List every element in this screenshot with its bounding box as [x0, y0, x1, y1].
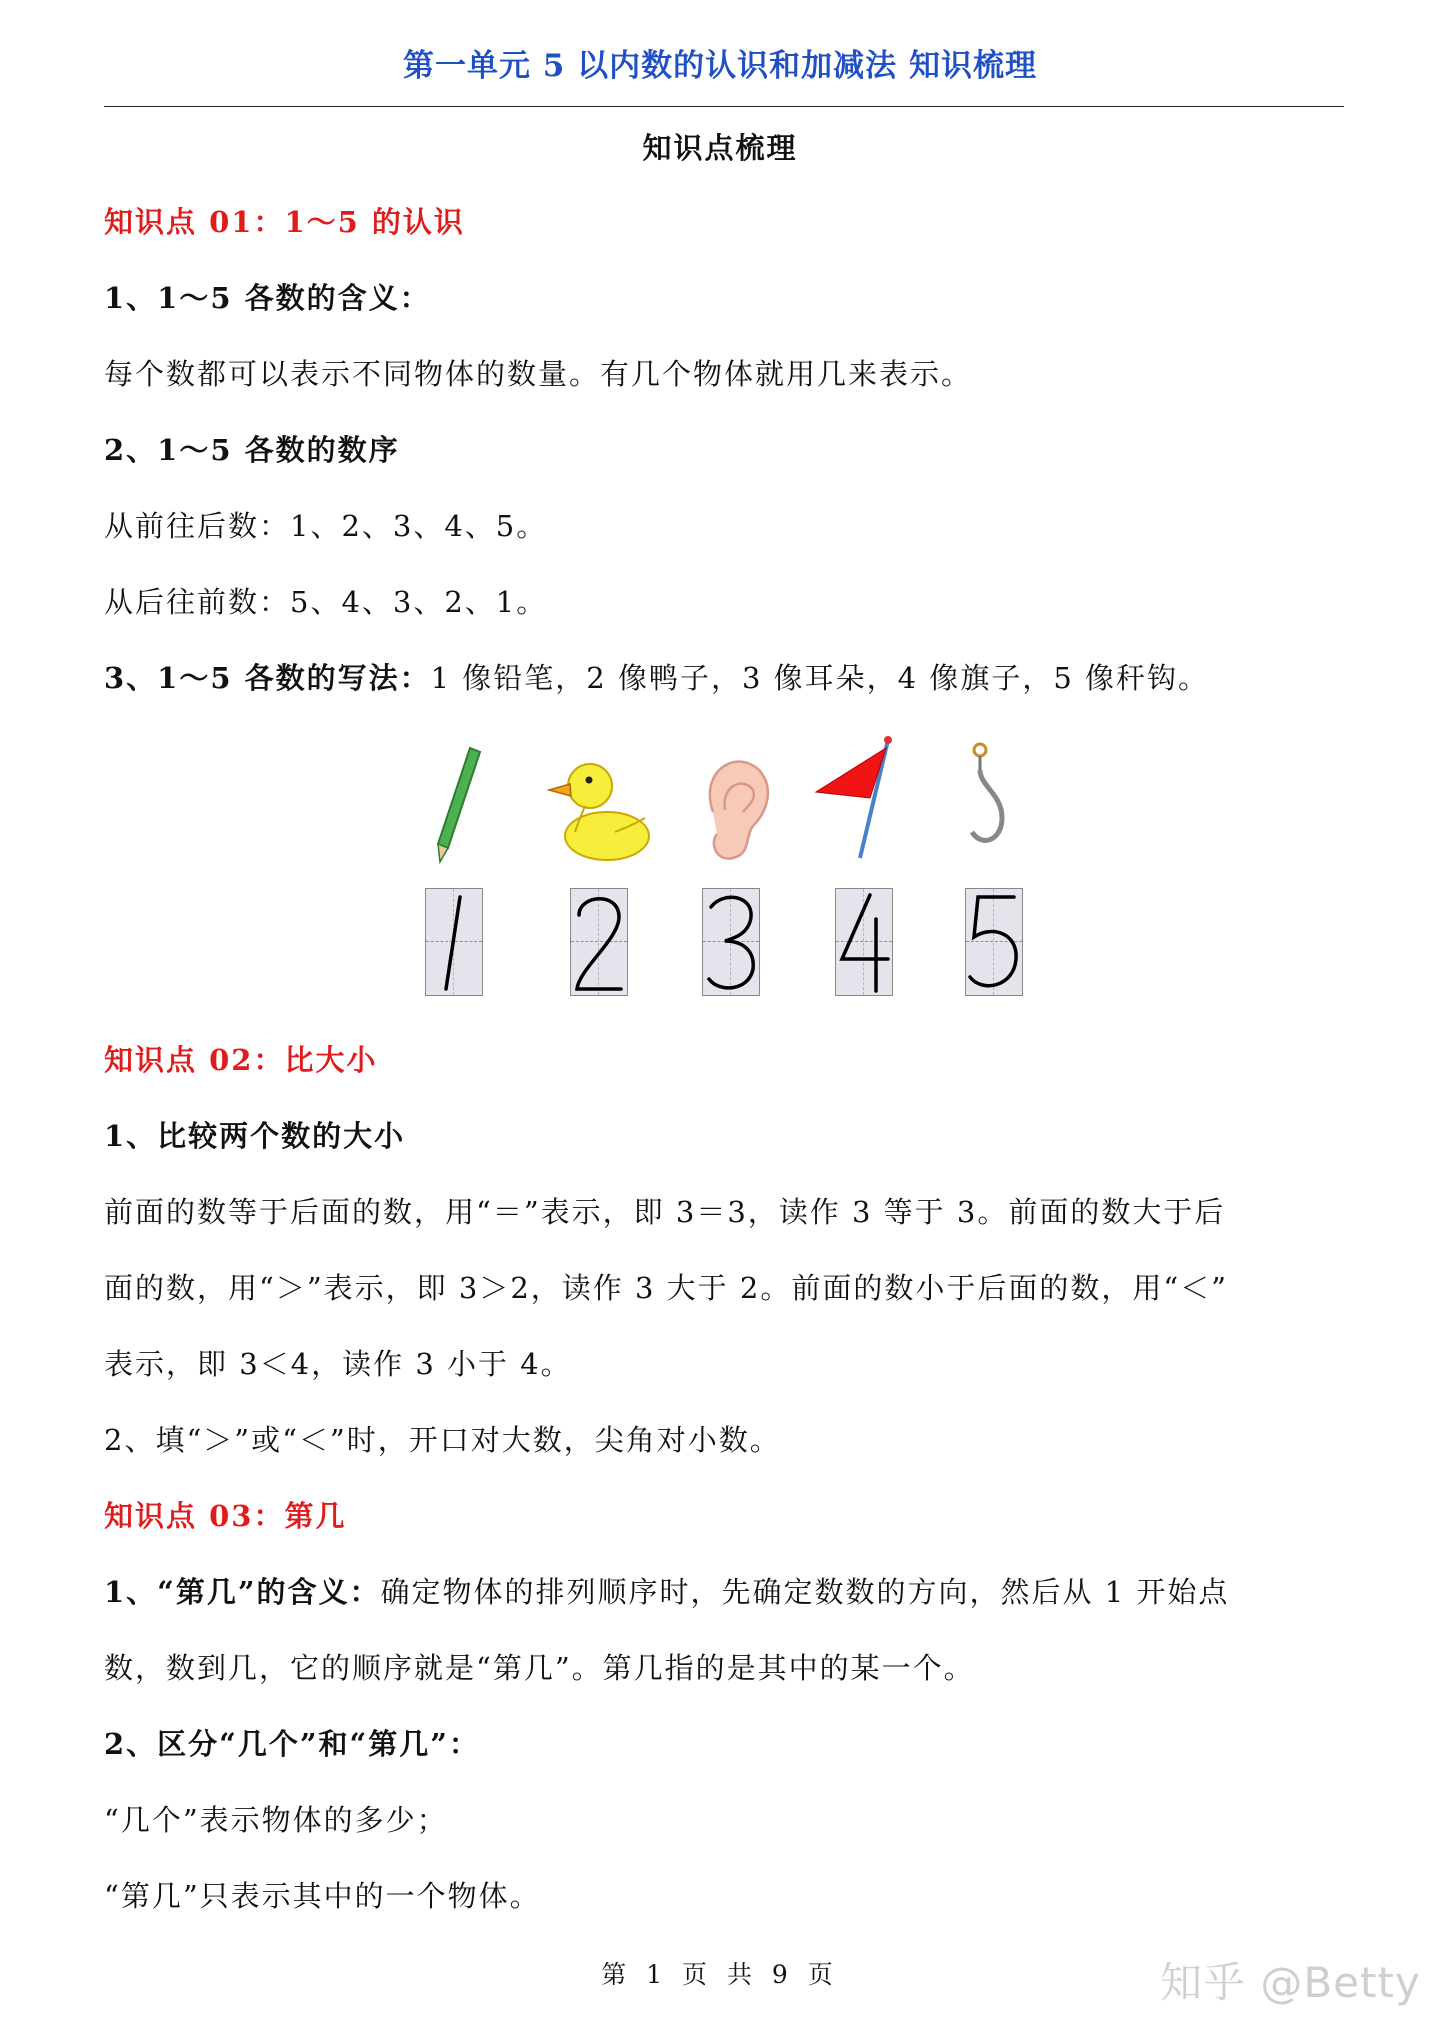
- kp3-item2-line2: “第几”只表示其中的一个物体。: [104, 1879, 541, 1913]
- kp2-item1-line3: 表示，即 3＜4，读作 3 小于 4。: [104, 1347, 572, 1381]
- document-header-title: 第一单元 5 以内数的认识和加减法 知识梳理: [403, 48, 1037, 84]
- kp2-item1-line2: 面的数，用“＞”表示，即 3＞2，读作 3 大于 2。前面的数小于后面的数，用“＜”: [104, 1271, 1228, 1305]
- section-title: 知识点梳理: [642, 131, 798, 165]
- flag-icon: [810, 734, 900, 864]
- kp3-item1-line1: 确定物体的排列顺序时，先确定数数的方向，然后从 1 开始点: [380, 1575, 1230, 1609]
- kp1-item3-heading: 3、1～5 各数的写法：: [104, 661, 431, 695]
- kp3-item2-heading: 2、区分“几个”和“第几”：: [104, 1727, 480, 1761]
- kp3-item1: [104, 1572, 1344, 1612]
- kp1-item2-forward: 从前往后数：1、2、3、4、5。: [104, 509, 548, 543]
- digit-box-1: [425, 888, 483, 996]
- kp1-item2-backward: 从后往前数：5、4、3、2、1。: [104, 585, 548, 619]
- ear-icon: [695, 752, 775, 864]
- digit-box-5: [965, 888, 1023, 996]
- kp1-item1-heading: 1、1～5 各数的含义：: [104, 281, 431, 315]
- digit-box-4: [835, 888, 893, 996]
- digit-shape-figure: [0, 730, 1440, 1010]
- duck-icon: [545, 748, 655, 868]
- pencil-icon: [430, 744, 490, 864]
- kp2-item1-heading: 1、比较两个数的大小: [104, 1119, 406, 1153]
- hook-icon: [960, 740, 1020, 860]
- header-divider: [104, 106, 1344, 107]
- kp2-item2: 2、填“＞”或“＜”时，开口对大数，尖角对小数。: [104, 1423, 781, 1457]
- kp1-item1-body: 每个数都可以表示不同物体的数量。有几个物体就用几来表示。: [104, 357, 973, 391]
- kp3-title: 知识点 03：第几: [104, 1499, 347, 1533]
- kp1-item3-body: 1 像铅笔，2 像鸭子，3 像耳朵，4 像旗子，5 像秆钩。: [430, 661, 1209, 695]
- watermark: 知乎 @Betty: [1160, 1958, 1421, 2007]
- digit-box-2: [570, 888, 628, 996]
- kp1-item3: [104, 658, 1344, 698]
- digit-box-3: [702, 888, 760, 996]
- kp3-item1-line2: 数，数到几，它的顺序就是“第几”。第几指的是其中的某一个。: [104, 1651, 975, 1685]
- kp2-item1-line1: 前面的数等于后面的数，用“＝”表示，即 3＝3，读作 3 等于 3。前面的数大于后: [104, 1195, 1226, 1229]
- kp1-item2-heading: 2、1～5 各数的数序: [104, 433, 400, 467]
- page-number: 第 1 页 共 9 页: [601, 1960, 839, 1989]
- kp2-title: 知识点 02：比大小: [104, 1043, 378, 1077]
- kp3-item2-line1: “几个”表示物体的多少；: [104, 1803, 448, 1837]
- kp3-item1-heading: 1、“第几”的含义：: [104, 1575, 381, 1609]
- kp1-title: 知识点 01：1～5 的认识: [104, 205, 465, 239]
